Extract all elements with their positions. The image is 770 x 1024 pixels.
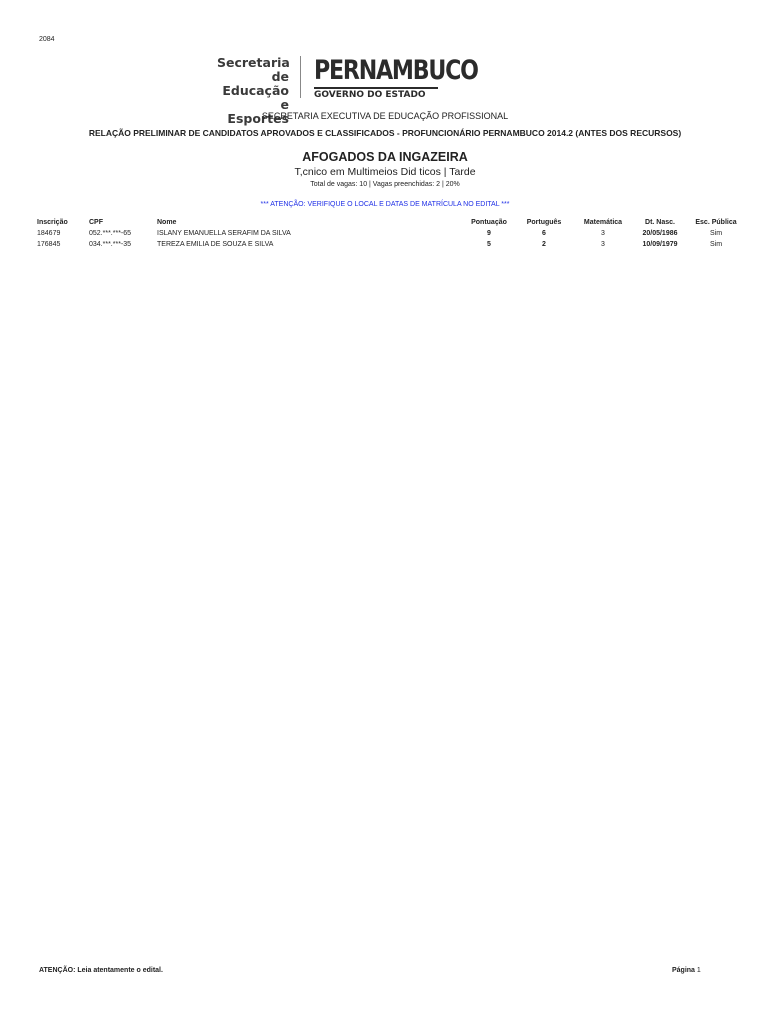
cell-cpf: 034.***.***-35 (89, 241, 132, 248)
cell-portugues: 6 (542, 230, 546, 237)
cell-inscricao: 184679 (37, 230, 61, 237)
cell-pontuacao: 5 (487, 241, 491, 248)
cell-matematica: 3 (601, 241, 605, 248)
page-number: 1 (696, 967, 701, 974)
vagas-summary: Total de vagas: 10 | Vagas preenchidas: 2 | 20% (310, 181, 460, 188)
cell-dt-nasc: 20/05/1986 (642, 230, 678, 237)
results-table (37, 216, 745, 250)
cell-dt-nasc: 10/09/1979 (642, 241, 678, 248)
secretaria-logo-line: Secretaria (217, 55, 290, 70)
cell-portugues: 2 (542, 241, 546, 248)
page-indicator (672, 967, 701, 974)
pernambuco-logo (314, 56, 514, 100)
table-row (37, 239, 745, 250)
secretaria-logo-line: de Educação (222, 69, 289, 98)
table-header-row (37, 216, 745, 228)
column-header-esc-publica: Esc. Pública (695, 218, 737, 226)
page-label: Página (672, 967, 695, 974)
column-header-portugues: Português (526, 218, 562, 226)
pernambuco-logo-bar (314, 87, 438, 89)
cell-inscricao: 176845 (37, 241, 61, 248)
cell-nome: ISLANY EMANUELLA SERAFIM DA SILVA (157, 230, 291, 237)
column-header-dt-nasc: Dt. Nasc. (645, 218, 675, 226)
column-header-cpf: CPF (89, 218, 103, 226)
document-title: RELAÇÃO PRELIMINAR DE CANDIDATOS APROVADOS E CLASSIFICADOS - PROFUNCIONÁRIO PERNAMBUCO 2014.2 (ANTES DOS RECURSOS) (88, 128, 682, 138)
document-code: 2084 (39, 36, 55, 43)
pernambuco-logo-title: PERNAMBUCO (314, 55, 478, 86)
footer-attention: ATENÇÃO: Leia atentamente o edital. (39, 967, 163, 974)
cell-cpf: 052.***.***-65 (89, 230, 132, 237)
cell-nome: TEREZA EMILIA DE SOUZA E SILVA (157, 241, 274, 248)
column-header-nome: Nome (157, 218, 177, 226)
column-header-inscricao: Inscrição (37, 218, 68, 226)
cell-pontuacao: 9 (487, 230, 491, 237)
cell-esc-publica: Sim (709, 241, 723, 248)
secretaria-logo-line: e Esportes (227, 97, 289, 126)
column-header-pontuacao: Pontuação (471, 218, 507, 226)
column-header-matematica: Matemática (583, 218, 623, 226)
logo-divider (300, 56, 301, 98)
cell-matematica: 3 (601, 230, 605, 237)
city-title: AFOGADOS DA INGAZEIRA (302, 150, 468, 164)
enrollment-alert: *** ATENÇÃO: VERIFIQUE O LOCAL E DATAS DE MATRÍCULA NO EDITAL *** (260, 201, 510, 208)
cell-esc-publica: Sim (709, 230, 723, 237)
secretaria-heading: SECRETARIA EXECUTIVA DE EDUCAÇÃO PROFISSIONAL (261, 111, 509, 121)
course-title: T,cnico em Multimeios Did ticos | Tarde (294, 166, 476, 178)
table-row (37, 228, 745, 239)
pernambuco-logo-subtitle: GOVERNO DO ESTADO (314, 90, 426, 100)
